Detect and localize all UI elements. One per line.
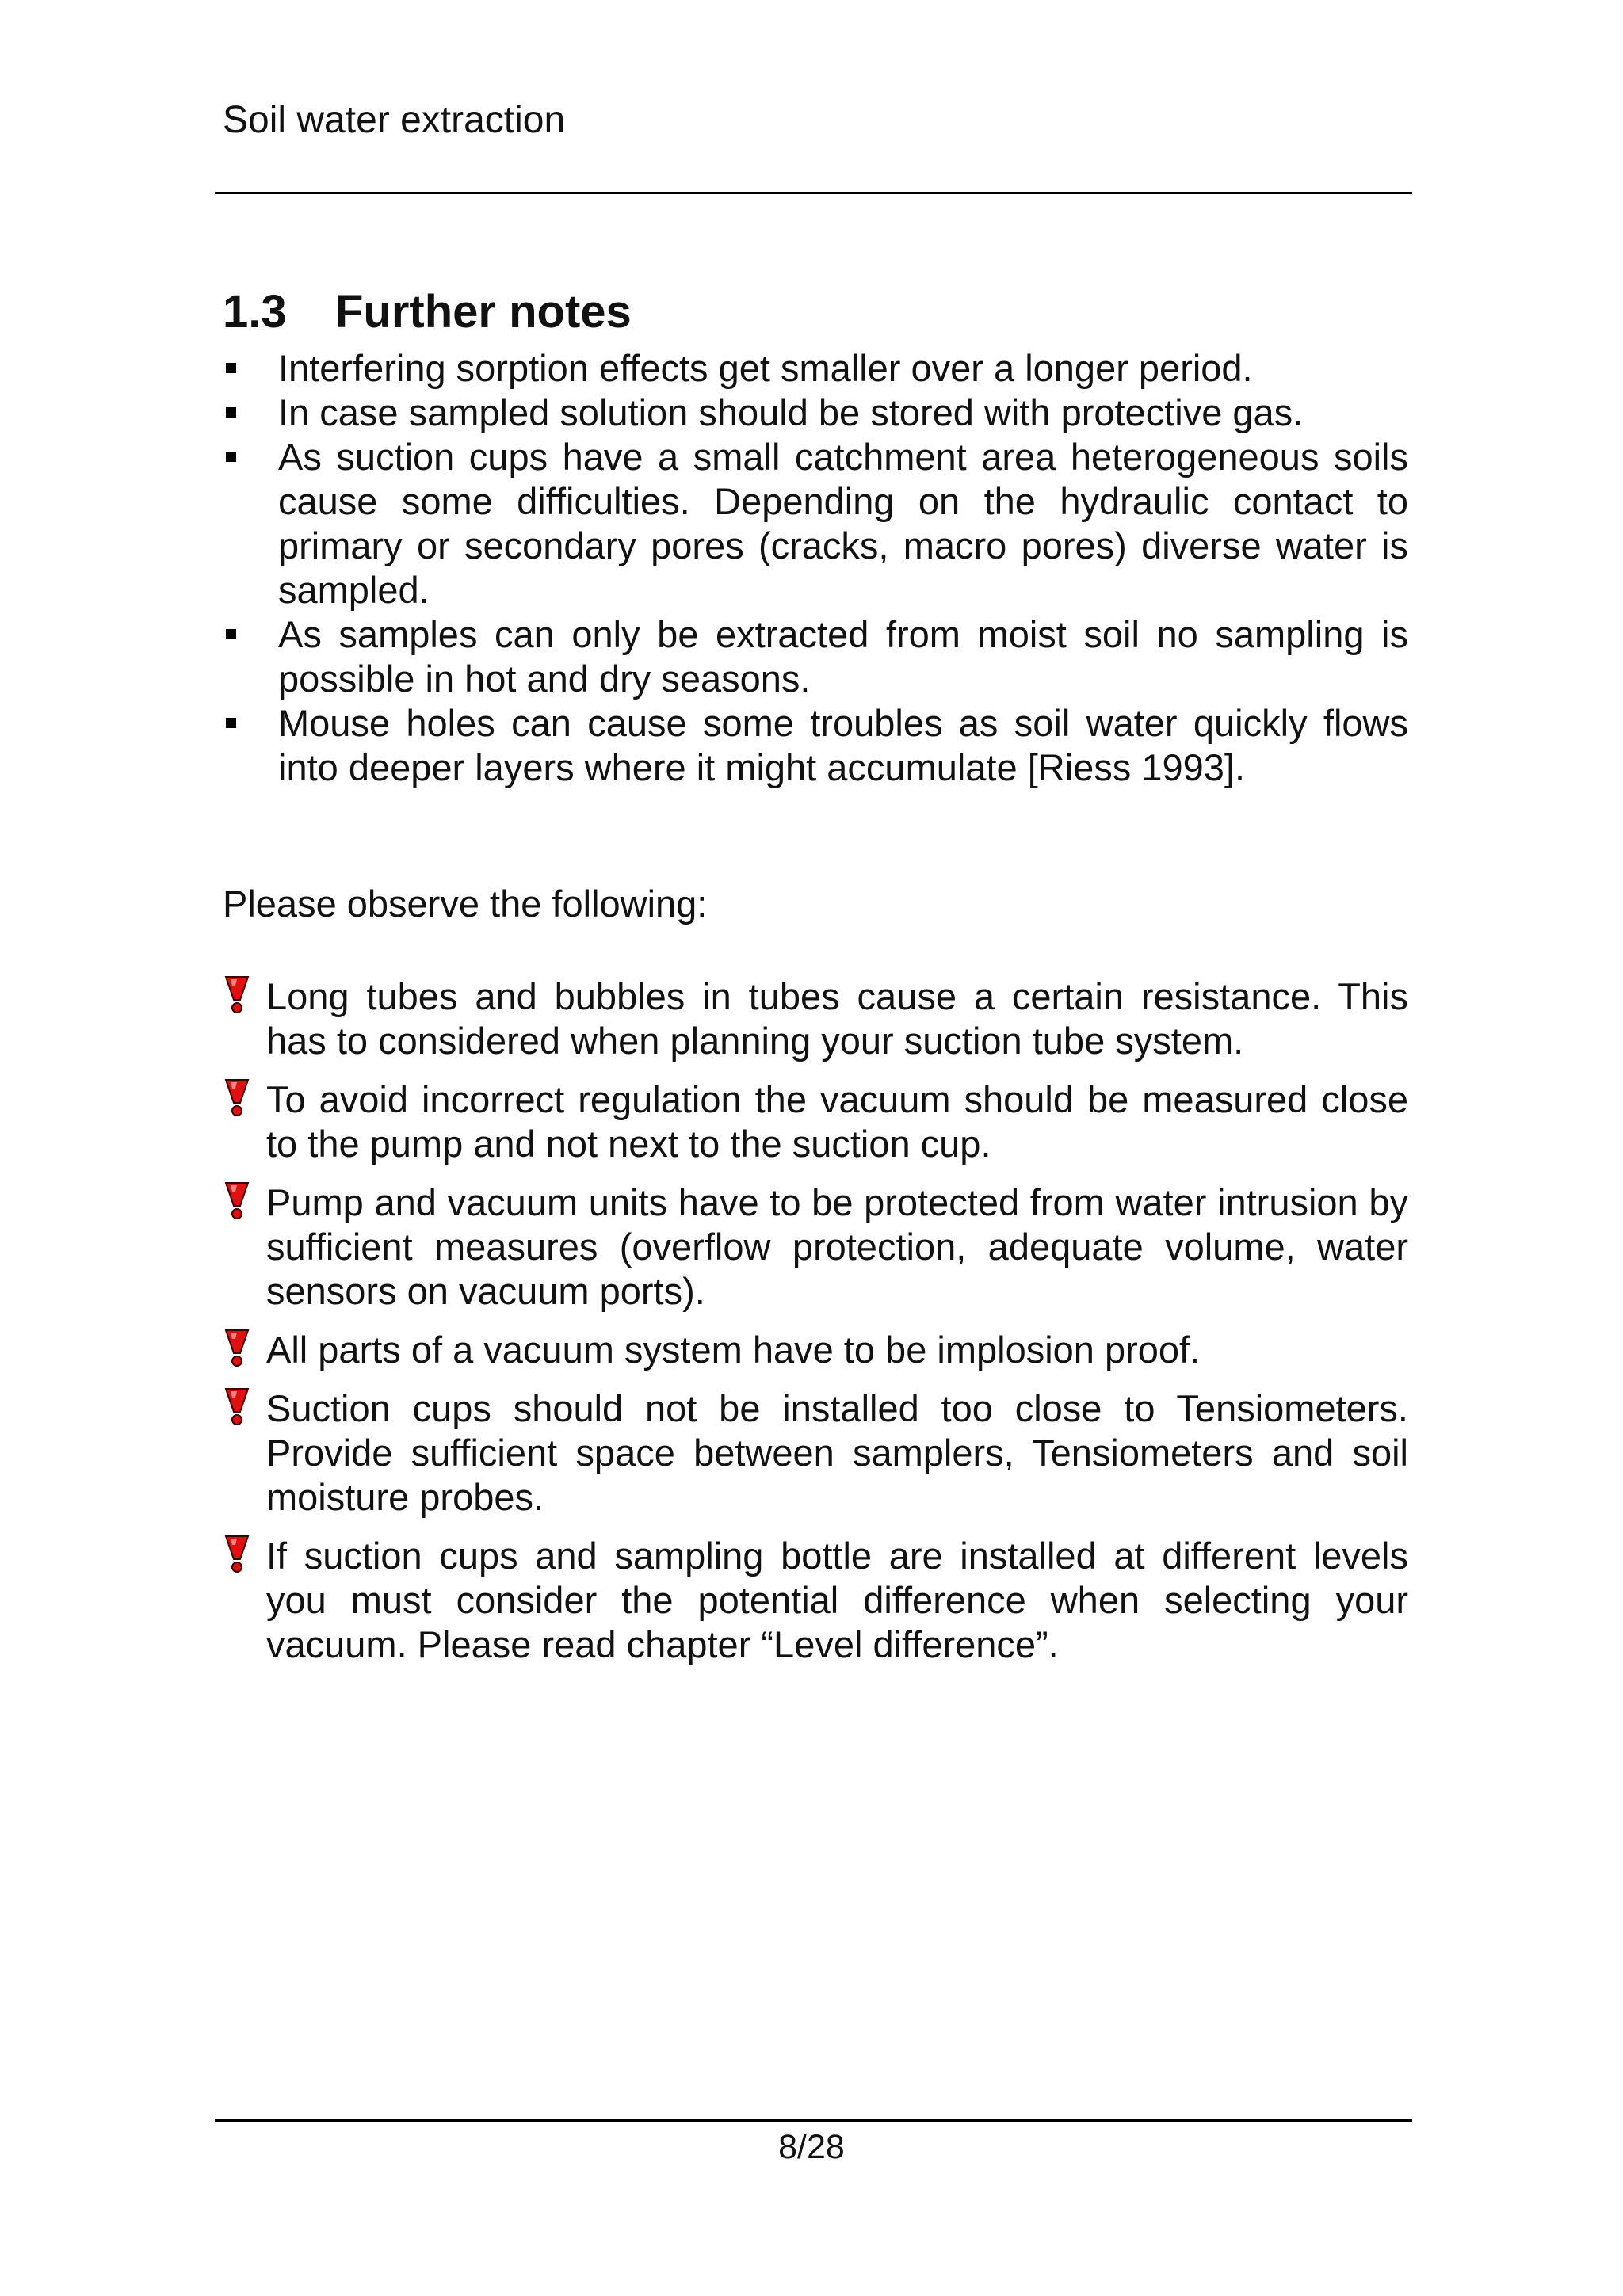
- note-text: As samples can only be extracted from moist soil no sampling is possible in hot and dry seasons.: [278, 613, 1408, 700]
- note-text: As suction cups have a small catchment area heterogeneous soils cause some difficulties. Depending on the hydraulic contact to primary or secondary pores (cracks, macro pores) diverse water is sampled.: [278, 436, 1408, 611]
- warning-text: If suction cups and sampling bottle are installed at different levels you must consider the potential difference when selecting your vacuum. Please read chapter “Level difference”.: [266, 1535, 1408, 1665]
- note-text: In case sampled solution should be stored with protective gas.: [278, 391, 1304, 433]
- notes-list: [223, 346, 1408, 790]
- warning-text: Pump and vacuum units have to be protected from water intrusion by sufficient measures (overflow protection, adequate volume, water sensors on vacuum ports).: [266, 1181, 1408, 1312]
- warning-item: [223, 1534, 1408, 1667]
- warning-text: To avoid incorrect regulation the vacuum should be measured close to the pump and not next to the suction cup.: [266, 1078, 1408, 1165]
- list-item: [223, 391, 1408, 435]
- header-divider: [215, 192, 1412, 194]
- page-number: 8/28: [778, 2128, 845, 2166]
- warning-item: [223, 1077, 1408, 1166]
- warning-text: All parts of a vacuum system have to be implosion proof.: [266, 1329, 1201, 1371]
- square-bullet-icon: [226, 363, 236, 373]
- red-exclamation-icon: [223, 974, 251, 1014]
- warning-text: Suction cups should not be installed too close to Tensiometers. Provide sufficient space between samplers, Tensiometers and soil moisture probes.: [266, 1387, 1408, 1518]
- red-exclamation-icon: [223, 1328, 251, 1367]
- square-bullet-icon: [226, 407, 236, 418]
- warning-item: [223, 1386, 1408, 1520]
- section-title: Further notes: [335, 286, 632, 338]
- list-item: [223, 701, 1408, 790]
- header-title: Soil water extraction: [223, 99, 566, 141]
- list-item: [223, 346, 1408, 391]
- warning-item: [223, 1180, 1408, 1314]
- red-exclamation-icon: [223, 1180, 251, 1220]
- observe-intro: Please observe the following:: [223, 883, 708, 925]
- note-text: Mouse holes can cause some troubles as soil water quickly flows into deeper layers where it might accumulate [Riess 1993].: [278, 702, 1408, 788]
- section-number: 1.3: [223, 286, 287, 338]
- warning-text: Long tubes and bubbles in tubes cause a certain resistance. This has to considered when planning your suction tube system.: [266, 975, 1408, 1062]
- red-exclamation-icon: [223, 1386, 251, 1426]
- red-exclamation-icon: [223, 1077, 251, 1117]
- footer-divider: [215, 2119, 1412, 2122]
- square-bullet-icon: [226, 629, 236, 639]
- list-item: [223, 612, 1408, 701]
- red-exclamation-icon: [223, 1534, 251, 1573]
- warnings-list: [223, 974, 1408, 1681]
- square-bullet-icon: [226, 718, 236, 728]
- warning-item: [223, 974, 1408, 1063]
- section-heading: [223, 284, 632, 341]
- list-item: [223, 435, 1408, 612]
- warning-item: [223, 1328, 1408, 1372]
- note-text: Interfering sorption effects get smaller over a longer period.: [278, 347, 1253, 389]
- square-bullet-icon: [226, 452, 236, 462]
